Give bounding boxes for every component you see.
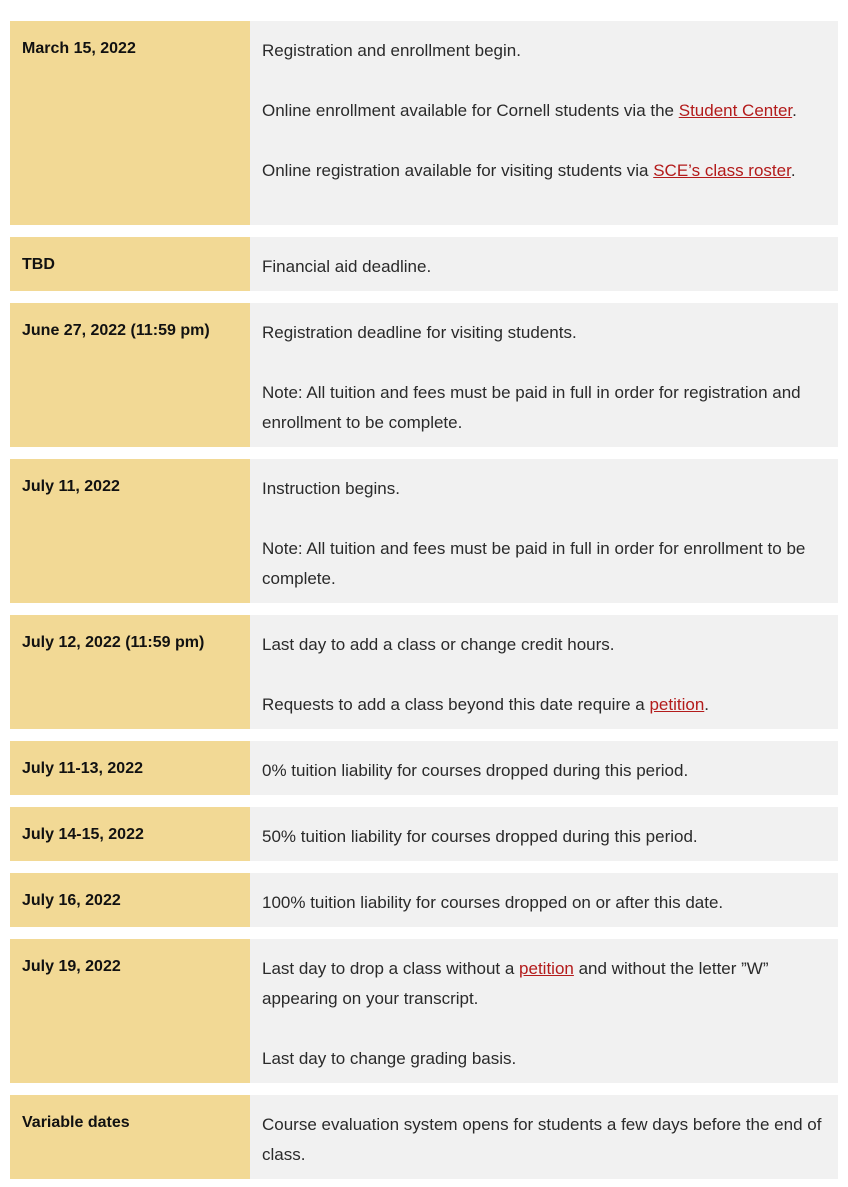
description-cell (250, 303, 838, 447)
description-cell (250, 615, 838, 729)
date-cell: Variable dates (10, 1095, 250, 1179)
description-cell (250, 21, 838, 225)
description-cell (250, 237, 838, 291)
table-row (10, 21, 838, 225)
description-cell (250, 1095, 838, 1179)
date-cell: March 15, 2022 (10, 21, 250, 225)
description-cell (250, 459, 838, 603)
description-text: 0% tuition liability for courses dropped during this period. (262, 761, 689, 780)
table-row (10, 1095, 838, 1179)
table-row (10, 459, 838, 603)
table-row (10, 741, 838, 795)
description-text: 50% tuition liability for courses dropped during this period. (262, 827, 698, 846)
description-text: Note: All tuition and fees must be paid in full in order for enrollment to be complete. (262, 539, 806, 588)
table-row (10, 873, 838, 927)
date-cell: June 27, 2022 (11:59 pm) (10, 303, 250, 447)
date-cell: July 11, 2022 (10, 459, 250, 603)
description-cell (250, 873, 838, 927)
description-text: Online enrollment available for Cornell students via the Student Center. (262, 101, 797, 120)
description-text: Registration and enrollment begin. (262, 41, 521, 60)
description-cell (250, 939, 838, 1083)
date-cell: July 11-13, 2022 (10, 741, 250, 795)
description-text: Last day to drop a class without a petition and without the letter ”W” appearing on your transcript. (262, 959, 769, 1008)
table-row (10, 807, 838, 861)
description-cell (250, 807, 838, 861)
description-text: Course evaluation system opens for students a few days before the end of class. (262, 1115, 822, 1164)
date-cell: TBD (10, 237, 250, 291)
description-text: 100% tuition liability for courses dropped on or after this date. (262, 893, 724, 912)
description-text: Last day to change grading basis. (262, 1049, 517, 1068)
petition-link[interactable]: petition (519, 959, 574, 978)
description-cell (250, 741, 838, 795)
table-row (10, 237, 838, 291)
description-text: Registration deadline for visiting students. (262, 323, 577, 342)
date-cell: July 14-15, 2022 (10, 807, 250, 861)
petition-link[interactable]: petition (649, 695, 705, 714)
description-text: Instruction begins. (262, 479, 400, 498)
date-cell: July 19, 2022 (10, 939, 250, 1083)
student-center-link[interactable]: Student Center (678, 101, 793, 120)
table-row (10, 615, 838, 729)
date-cell: July 16, 2022 (10, 873, 250, 927)
class-roster-link[interactable]: SCE’s class roster (653, 161, 791, 180)
description-text: Requests to add a class beyond this date require a petition. (262, 695, 710, 714)
description-text: Last day to add a class or change credit hours. (262, 635, 615, 654)
table-row (10, 303, 838, 447)
table-row (10, 939, 838, 1083)
description-text: Financial aid deadline. (262, 257, 432, 276)
date-cell: July 12, 2022 (11:59 pm) (10, 615, 250, 729)
description-text: Online registration available for visiting students via SCE’s class roster. (262, 161, 796, 180)
description-text: Note: All tuition and fees must be paid in full in order for registration and enrollment to be complete. (262, 383, 801, 432)
